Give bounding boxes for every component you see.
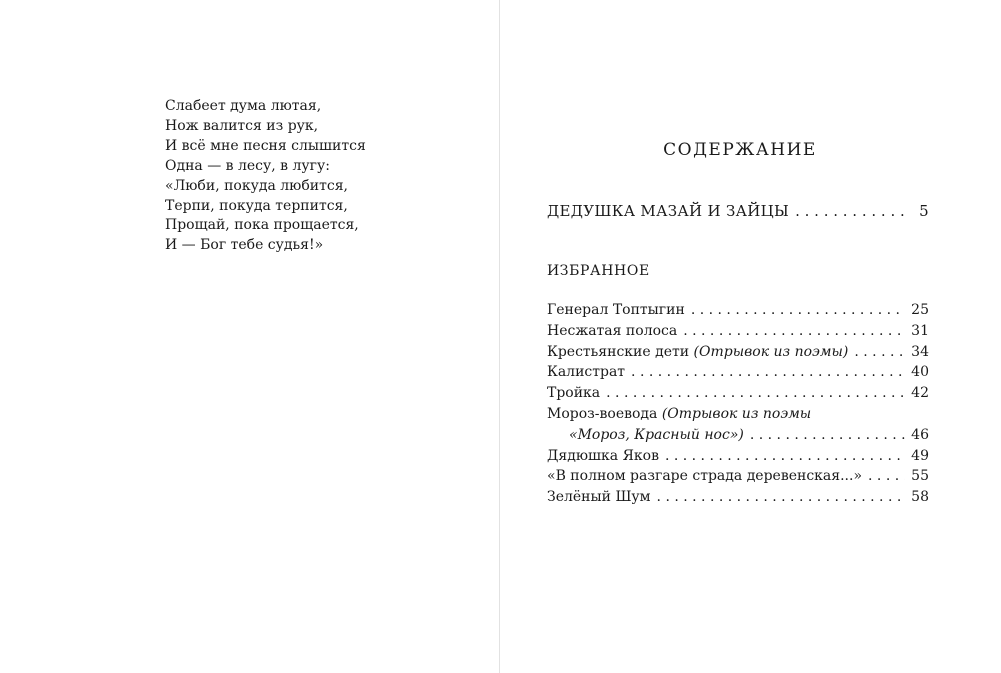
toc-list	[547, 300, 929, 508]
dot-leader	[691, 300, 905, 321]
toc-row	[547, 383, 929, 404]
poem-line: Терпи, покуда терпится,	[165, 197, 348, 214]
dot-leader	[657, 487, 906, 508]
dot-leader	[854, 342, 905, 363]
toc-page-number: 49	[911, 447, 929, 464]
toc-entry-label: Тройка	[547, 385, 601, 402]
toc-row	[547, 466, 929, 487]
toc-row	[547, 321, 929, 342]
poem-line: И — Бог тебе судья!»	[165, 237, 324, 254]
toc-row	[547, 404, 929, 425]
toc-page-number: 42	[911, 385, 929, 402]
poem-line: Одна — в лесу, в лугу:	[165, 157, 330, 174]
toc-entry-label: «В полном разгаре страда деревенская...»	[547, 468, 863, 485]
poem-line: Прощай, пока прощается,	[165, 217, 359, 234]
toc-page-number: 31	[911, 322, 929, 339]
toc-entry-label: Калистрат	[547, 364, 626, 381]
dot-leader	[665, 446, 905, 467]
toc-row	[547, 300, 929, 321]
dot-leader	[683, 321, 905, 342]
toc-entry-label: ДЕДУШКА МАЗАЙ И ЗАЙЦЫ	[547, 202, 790, 220]
toc-page-number: 55	[911, 468, 929, 485]
toc-main-entry	[547, 200, 929, 222]
toc-row	[547, 446, 929, 467]
poem-line: «Люби, покуда любится,	[165, 177, 348, 194]
section-title: ИЗБРАННОЕ	[547, 263, 650, 279]
contents-title: СОДЕРЖАНИЕ	[663, 140, 817, 160]
toc-page-number: 46	[911, 426, 929, 443]
toc-row	[547, 200, 929, 222]
toc-page-number: 25	[911, 302, 929, 318]
dot-leader	[795, 200, 909, 222]
dot-leader	[606, 383, 905, 404]
toc-entry-label: Несжатая полоса	[547, 322, 678, 339]
toc-row	[547, 425, 929, 446]
toc-entry-label: Дядюшка Яков	[547, 447, 659, 464]
toc-page-number: 5	[919, 202, 929, 220]
toc-entry-label: Генерал Топтыгин	[547, 302, 685, 318]
toc-entry-label: Зелёный Шум	[547, 489, 651, 506]
dot-leader	[868, 466, 905, 487]
toc-row	[547, 342, 929, 363]
poem-line: Нож валится из рук,	[165, 117, 319, 134]
dot-leader	[631, 362, 905, 383]
toc-page-number: 58	[911, 489, 929, 506]
right-page	[500, 0, 1001, 673]
toc-row	[547, 362, 929, 383]
poem-line: И всё мне песня слышится	[165, 137, 366, 154]
toc-page-number: 34	[911, 343, 929, 360]
dot-leader	[750, 425, 905, 446]
toc-entry-label: «Мороз, Красный нос»)	[569, 426, 744, 443]
toc-entry-label: Крестьянские дети (Отрывок из поэмы)	[547, 343, 849, 360]
toc-entry-label: Мороз-воевода (Отрывок из поэмы	[547, 405, 812, 422]
left-page	[0, 0, 499, 673]
poem-stanza	[165, 97, 485, 256]
poem-line: Слабеет дума лютая,	[165, 98, 322, 114]
toc-row	[547, 487, 929, 508]
toc-page-number: 40	[911, 364, 929, 381]
